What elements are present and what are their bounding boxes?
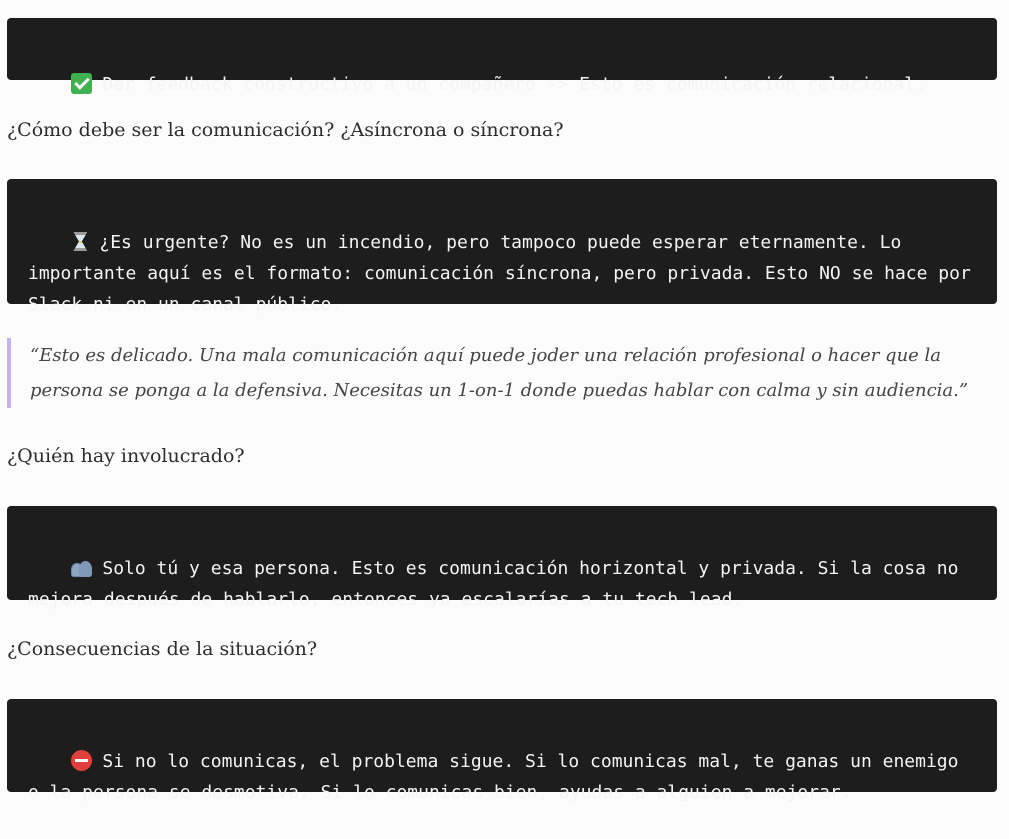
code-block-consequences (7, 699, 997, 803)
code-block-involved (7, 506, 997, 610)
code-block-text: ¿Es urgente? No es un incendio, pero tampoco puede esperar eternamente. Lo importante aquí es el formato: comunicación síncrona, pero privada. Esto NO se hace por Slack ni en un canal público. (28, 232, 982, 315)
blockquote (7, 338, 997, 408)
blockquote-text: “Esto es delicado. Una mala comunicación aquí puede joder una relación profesional o hacer que la persona se ponga a la defensiva. Necesitas un 1-on-1 donde puedas hablar con calma y sin audiencia.” (30, 345, 969, 401)
question-consequences: ¿Consecuencias de la situación? (7, 638, 318, 660)
no-entry-icon (71, 750, 92, 771)
check-mark-icon (71, 73, 92, 94)
code-block-urgency (7, 179, 997, 315)
code-block-text: Si no lo comunicas, el problema sigue. Si lo comunicas mal, te ganas un enemigo o la persona se desmotiva. Si lo comunicas bien, ayudas a alguien a mejorar. (28, 751, 970, 803)
question-involved: ¿Quién hay involucrado? (7, 445, 245, 467)
question-sync-async: ¿Cómo debe ser la comunicación? ¿Asíncrona o síncrona? (7, 119, 564, 141)
code-block-feedback (7, 18, 997, 95)
code-block-text: Dar feedback constructivo a un compañero -> Esto es comunicación relacional. (102, 74, 926, 95)
code-block-text: Solo tú y esa persona. Esto es comunicación horizontal y privada. Si la cosa no mejora después de hablarlo, entonces ya escalarías a tu tech lead. (28, 558, 970, 610)
hourglass-icon (71, 231, 89, 252)
people-icon (71, 557, 92, 578)
